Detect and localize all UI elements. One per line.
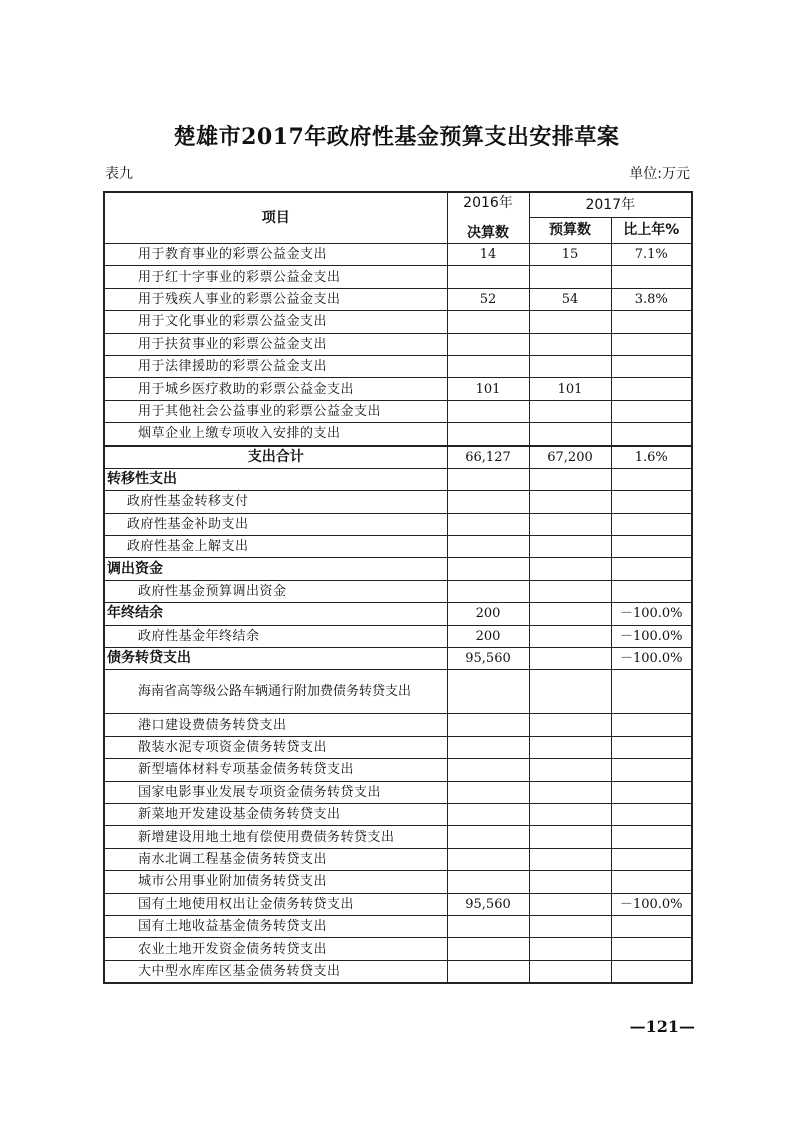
total-label: 支出合计 <box>104 446 447 469</box>
total-2017-budget: 67,200 <box>529 446 611 469</box>
value-2017-budget <box>529 400 611 422</box>
row-label: 农业土地开发资金债务转贷支出 <box>104 938 447 960</box>
value-2017-budget <box>529 423 611 446</box>
row-label: 国家电影事业发展专项资金债务转贷支出 <box>104 781 447 803</box>
row-label: 用于残疾人事业的彩票公益金支出 <box>104 288 447 310</box>
value-2016: 200 <box>447 603 529 625</box>
row-label: 用于扶贫事业的彩票公益金支出 <box>104 333 447 355</box>
empty-cell <box>447 491 529 513</box>
table-row <box>104 714 692 736</box>
value-2017-budget <box>529 266 611 288</box>
empty-cell <box>611 513 692 535</box>
row-label: 用于教育事业的彩票公益金支出 <box>104 244 447 266</box>
header-budget: 预算数 <box>529 218 611 244</box>
section-year-end: 年终结余 <box>104 603 447 625</box>
value-2016 <box>447 333 529 355</box>
table-row <box>104 759 692 781</box>
value-2016 <box>447 736 529 758</box>
row-label: 新增建设用地土地有偿使用费债务转贷支出 <box>104 826 447 848</box>
value-2016: 200 <box>447 625 529 647</box>
empty-cell <box>529 871 611 893</box>
value-pct-change <box>611 400 692 422</box>
empty-cell <box>529 848 611 870</box>
table-row <box>104 871 692 893</box>
table-row <box>104 244 692 266</box>
value-2016 <box>447 423 529 446</box>
empty-cell <box>529 938 611 960</box>
table-row <box>104 491 692 513</box>
section-transfer-out: 调出资金 <box>104 558 447 580</box>
empty-cell <box>529 893 611 915</box>
table-row <box>104 536 692 558</box>
empty-cell <box>529 781 611 803</box>
total-row <box>104 446 692 469</box>
value-pct-change: 3.8% <box>611 288 692 310</box>
value-2016 <box>447 871 529 893</box>
header-2017: 2017年 <box>529 192 692 218</box>
header-item: 项目 <box>104 192 447 244</box>
row-label: 国有土地使用权出让金债务转贷支出 <box>104 893 447 915</box>
value-pct-change: －100.0% <box>611 648 692 670</box>
table-row <box>104 625 692 647</box>
empty-cell <box>529 826 611 848</box>
row-label: 用于其他社会公益事业的彩票公益金支出 <box>104 400 447 422</box>
table-row <box>104 333 692 355</box>
value-pct-change <box>611 938 692 960</box>
value-2016 <box>447 714 529 736</box>
section-debt: 债务转贷支出 <box>104 648 447 670</box>
empty-cell <box>529 670 611 714</box>
empty-cell <box>529 580 611 602</box>
value-pct-change <box>611 423 692 446</box>
value-pct-change <box>611 915 692 937</box>
value-pct-change <box>611 781 692 803</box>
unit-label: 单位:万元 <box>629 166 690 182</box>
value-2017-budget <box>529 603 611 625</box>
table-row <box>104 938 692 960</box>
table-row <box>104 960 692 983</box>
value-2016 <box>447 848 529 870</box>
row-label: 国有土地收益基金债务转贷支出 <box>104 915 447 937</box>
value-2017-budget <box>529 333 611 355</box>
value-pct-change <box>611 826 692 848</box>
row-label: 烟草企业上缴专项收入安排的支出 <box>104 423 447 446</box>
section-row <box>104 648 692 670</box>
empty-cell <box>447 513 529 535</box>
table-number: 表九 <box>105 166 133 182</box>
value-pct-change <box>611 355 692 377</box>
empty-cell <box>529 714 611 736</box>
empty-cell <box>529 915 611 937</box>
value-2017-budget <box>529 648 611 670</box>
budget-table <box>103 191 693 984</box>
value-2017-budget: 101 <box>529 378 611 400</box>
value-pct-change <box>611 266 692 288</box>
row-label: 用于红十字事业的彩票公益金支出 <box>104 266 447 288</box>
empty-cell <box>611 491 692 513</box>
value-2017-budget: 54 <box>529 288 611 310</box>
empty-cell <box>611 580 692 602</box>
section-row <box>104 603 692 625</box>
value-2017-budget <box>529 355 611 377</box>
value-pct-change <box>611 960 692 983</box>
value-2016: 14 <box>447 244 529 266</box>
value-pct-change <box>611 378 692 400</box>
section-row <box>104 558 692 580</box>
value-pct-change: 7.1% <box>611 244 692 266</box>
empty-cell <box>529 513 611 535</box>
value-2016 <box>447 355 529 377</box>
row-label: 城市公用事业附加债务转贷支出 <box>104 871 447 893</box>
table-row <box>104 848 692 870</box>
row-label: 港口建设费债务转贷支出 <box>104 714 447 736</box>
value-pct-change <box>611 848 692 870</box>
empty-cell <box>611 468 692 490</box>
empty-cell <box>611 536 692 558</box>
table-row <box>104 378 692 400</box>
table-row <box>104 266 692 288</box>
table-row <box>104 893 692 915</box>
header-2016 <box>447 192 529 244</box>
total-2016: 66,127 <box>447 446 529 469</box>
row-label: 政府性基金预算调出资金 <box>104 580 447 602</box>
value-2016 <box>447 960 529 983</box>
table-row <box>104 400 692 422</box>
table-row <box>104 288 692 310</box>
table-row <box>104 915 692 937</box>
row-label: 用于文化事业的彩票公益金支出 <box>104 311 447 333</box>
value-pct-change <box>611 333 692 355</box>
section-row <box>104 468 692 490</box>
table-row <box>104 580 692 602</box>
page-number: —121— <box>629 1017 695 1036</box>
value-2016: 52 <box>447 288 529 310</box>
table-row <box>104 355 692 377</box>
header-2016-sub: 决算数 <box>467 225 509 241</box>
header-pct: 比上年% <box>611 218 692 244</box>
empty-cell <box>529 960 611 983</box>
total-pct-change: 1.6% <box>611 446 692 469</box>
value-2016 <box>447 311 529 333</box>
row-label: 政府性基金年终结余 <box>104 625 447 647</box>
empty-cell <box>529 536 611 558</box>
value-pct-change <box>611 803 692 825</box>
value-2016 <box>447 781 529 803</box>
value-2016 <box>447 759 529 781</box>
value-2016 <box>447 266 529 288</box>
table-row <box>104 513 692 535</box>
value-pct-change <box>611 759 692 781</box>
row-label: 新型墙体材料专项基金债务转贷支出 <box>104 759 447 781</box>
empty-cell <box>447 468 529 490</box>
value-2017-budget <box>529 311 611 333</box>
row-label: 海南省高等级公路车辆通行附加费债务转贷支出 <box>104 670 447 714</box>
table-row <box>104 803 692 825</box>
row-label: 南水北调工程基金债务转贷支出 <box>104 848 447 870</box>
empty-cell <box>529 468 611 490</box>
page-title: 楚雄市2017年政府性基金预算支出安排草案 <box>173 124 620 150</box>
value-2016 <box>447 915 529 937</box>
table-row <box>104 781 692 803</box>
row-label: 散装水泥专项资金债务转贷支出 <box>104 736 447 758</box>
value-2016 <box>447 826 529 848</box>
table-row <box>104 670 692 714</box>
table-row <box>104 423 692 446</box>
value-pct-change: －100.0% <box>611 893 692 915</box>
empty-cell <box>529 759 611 781</box>
value-2016 <box>447 400 529 422</box>
empty-cell <box>447 558 529 580</box>
row-label: 大中型水库库区基金债务转贷支出 <box>104 960 447 983</box>
value-pct-change: －100.0% <box>611 625 692 647</box>
value-2017-budget <box>529 625 611 647</box>
value-pct-change <box>611 311 692 333</box>
row-label: 用于法律援助的彩票公益金支出 <box>104 355 447 377</box>
section-transfer: 转移性支出 <box>104 468 447 490</box>
value-pct-change <box>611 714 692 736</box>
row-label: 用于城乡医疗救助的彩票公益金支出 <box>104 378 447 400</box>
value-2016: 101 <box>447 378 529 400</box>
value-2017-budget: 15 <box>529 244 611 266</box>
header-2016-year: 2016年 <box>463 195 513 211</box>
value-pct-change <box>611 736 692 758</box>
table-row <box>104 311 692 333</box>
empty-cell <box>447 580 529 602</box>
empty-cell <box>611 558 692 580</box>
table-row <box>104 736 692 758</box>
value-2016 <box>447 803 529 825</box>
value-pct-change <box>611 871 692 893</box>
value-2016: 95,560 <box>447 893 529 915</box>
empty-cell <box>529 736 611 758</box>
empty-cell <box>611 670 692 714</box>
row-label: 政府性基金转移支付 <box>104 491 447 513</box>
value-2016: 95,560 <box>447 648 529 670</box>
row-label: 政府性基金补助支出 <box>104 513 447 535</box>
empty-cell <box>529 803 611 825</box>
value-2016 <box>447 938 529 960</box>
empty-cell <box>529 558 611 580</box>
empty-cell <box>529 491 611 513</box>
empty-cell <box>447 670 529 714</box>
row-label: 政府性基金上解支出 <box>104 536 447 558</box>
value-pct-change: －100.0% <box>611 603 692 625</box>
table-row <box>104 826 692 848</box>
row-label: 新菜地开发建设基金债务转贷支出 <box>104 803 447 825</box>
table-meta <box>103 163 690 183</box>
empty-cell <box>447 536 529 558</box>
